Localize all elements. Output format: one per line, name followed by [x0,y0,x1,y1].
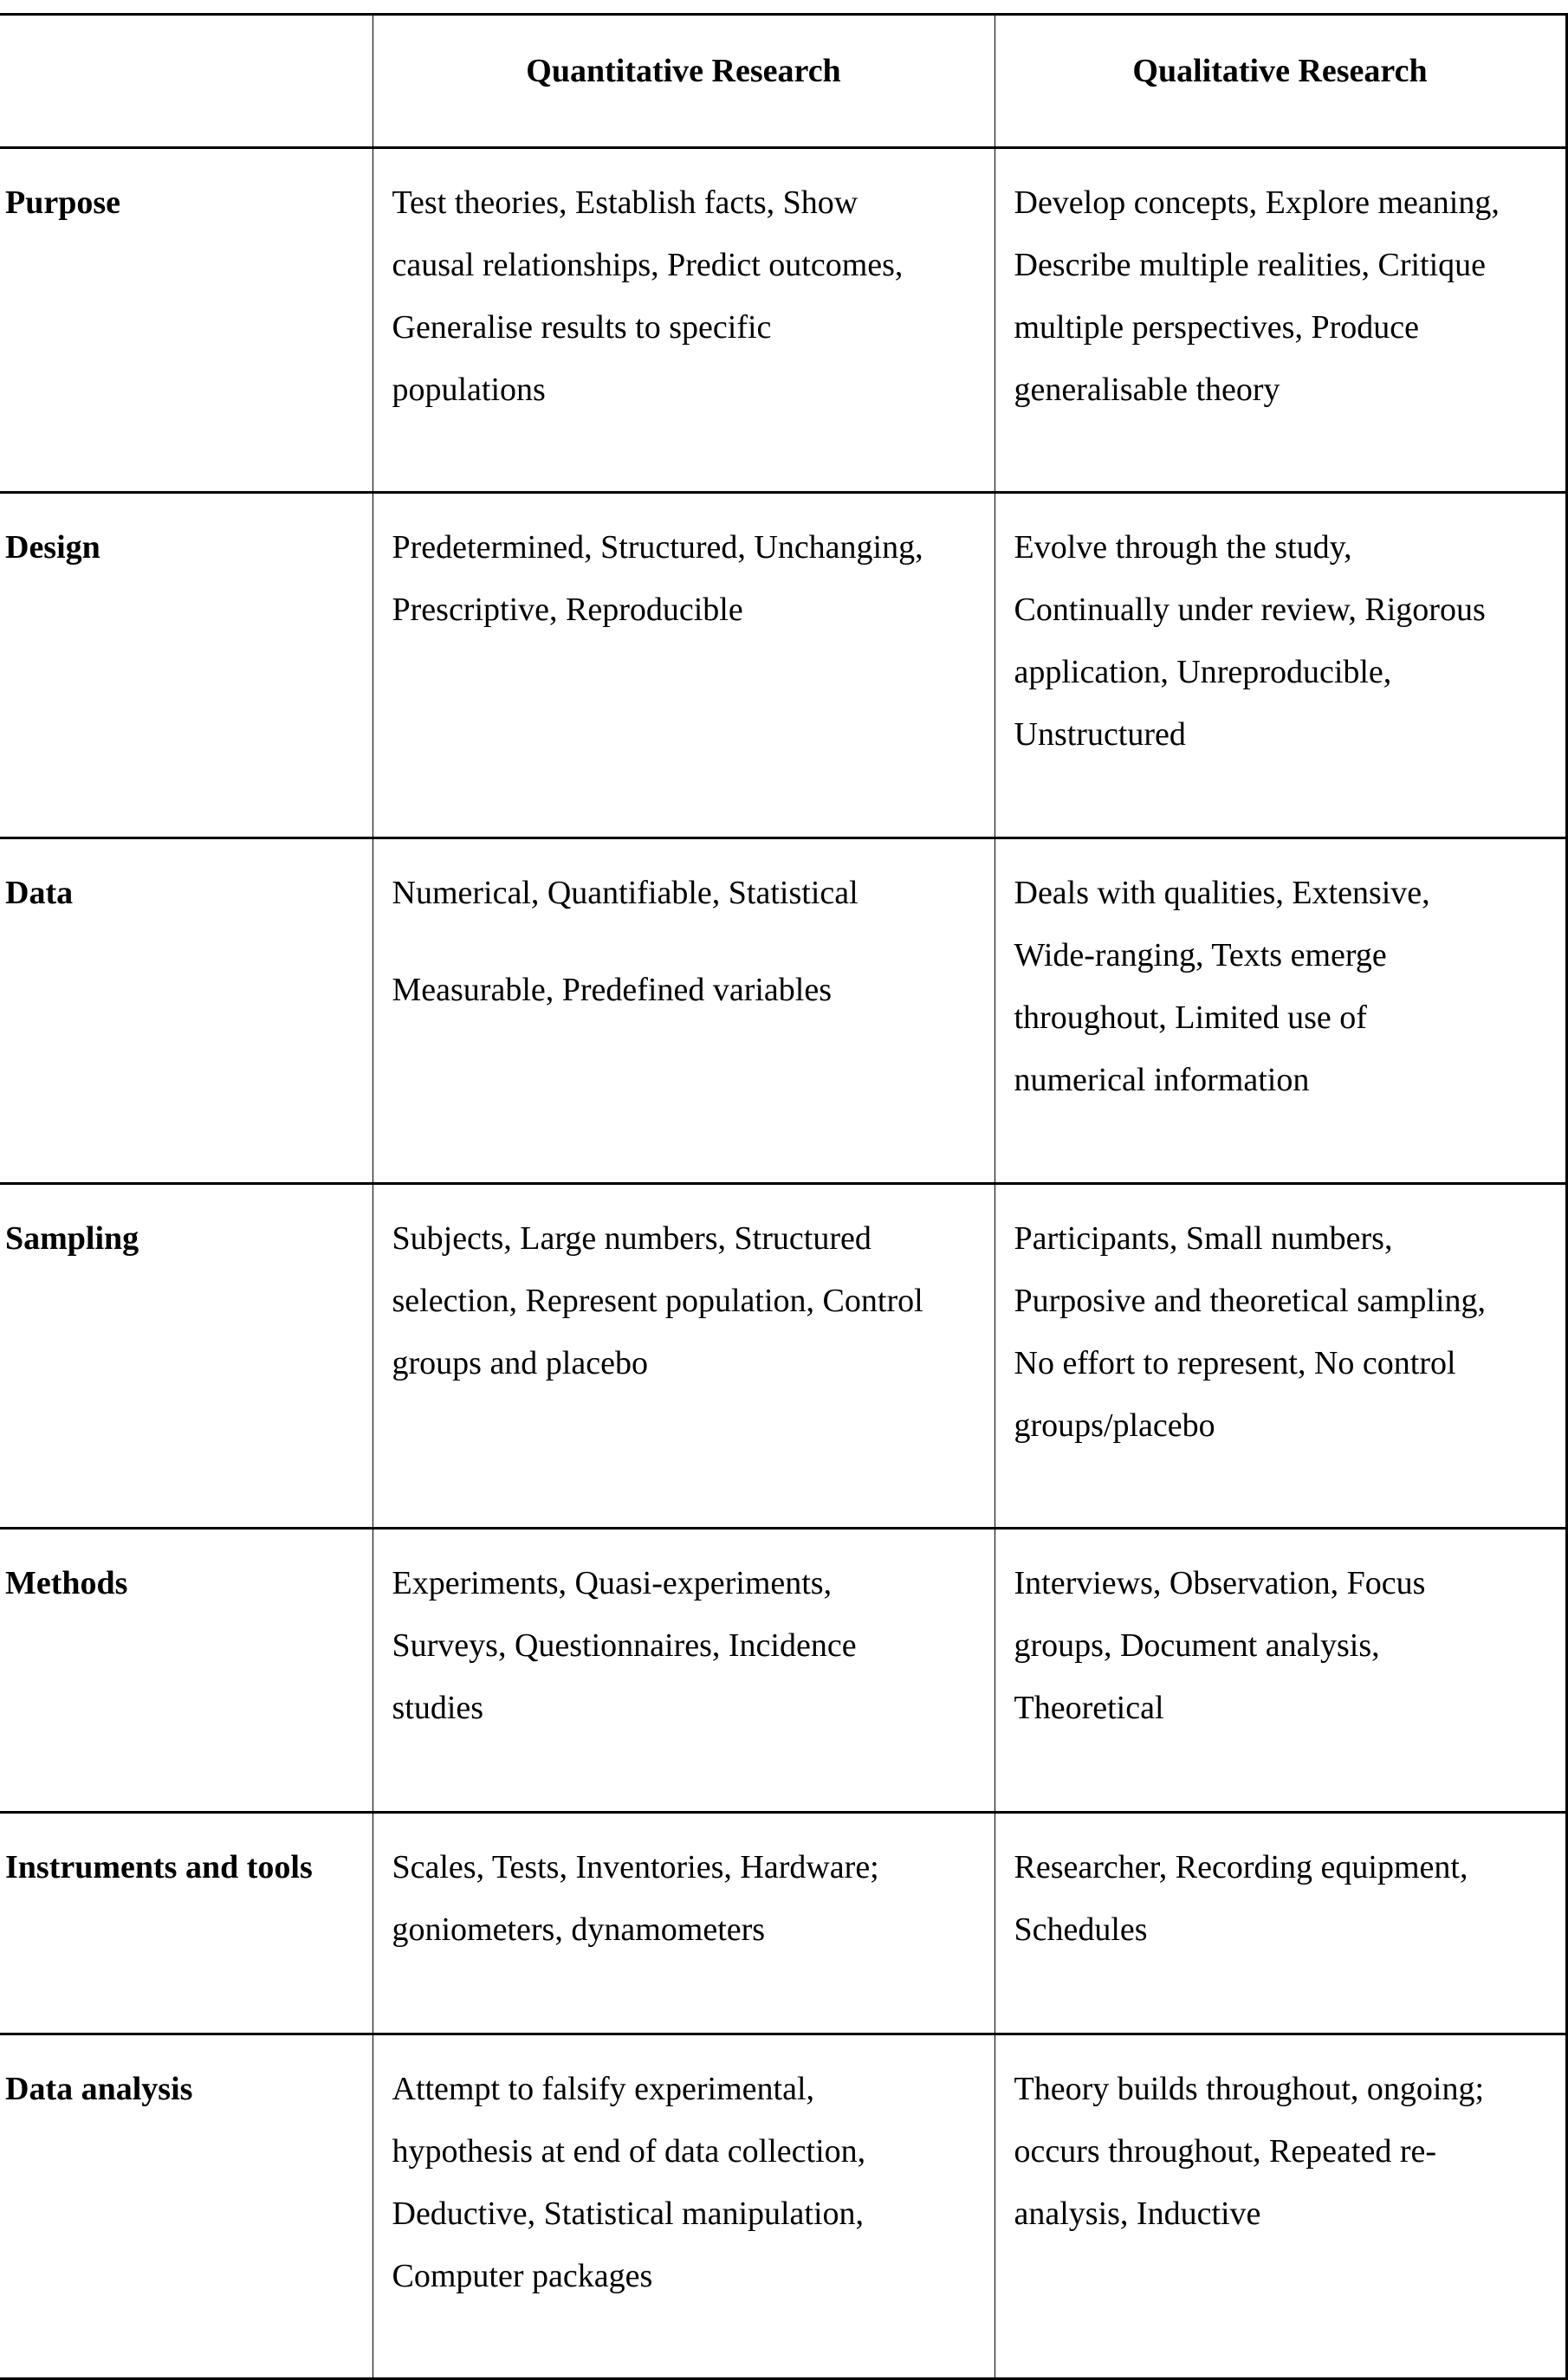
comparison-table [0,13,1568,2380]
cell-text-line: application, Unreproducible, [1014,654,1392,690]
quantitative-cell [373,2034,995,2379]
table-row [0,838,1566,1184]
cell-text-line: Wide-ranging, Texts emerge [1014,937,1387,973]
cell-text-line: Schedules [1014,1911,1148,1948]
cell-text-line: Researcher, Recording equipment, [1014,1849,1468,1885]
cell-text-line: Measurable, Predefined variables [392,972,833,1008]
row-label: Design [0,493,373,838]
cell-text-line: throughout, Limited use of [1014,999,1367,1036]
row-label: Data [0,838,373,1184]
quantitative-cell [373,148,995,493]
qualitative-cell [995,493,1566,838]
cell-text-line: goniometers, dynamometers [392,1911,766,1948]
cell-text-line: groups/placebo [1014,1407,1215,1444]
cell-text-line: Predetermined, Structured, Unchanging, [392,529,923,566]
header-row [0,15,1566,148]
table-row [0,1529,1566,1813]
table-row [0,1813,1566,2034]
table-row [0,1184,1566,1529]
cell-text-line: Computer packages [392,2258,653,2294]
cell-text-line: Theoretical [1014,1690,1164,1726]
row-label: Sampling [0,1184,373,1529]
cell-text-line: Participants, Small numbers, [1014,1220,1393,1257]
cell-text-line: Experiments, Quasi-experiments, [392,1565,833,1601]
table-row [0,493,1566,838]
quantitative-cell [373,493,995,838]
qualitative-cell [995,1529,1566,1813]
cell-text-line: Deductive, Statistical manipulation, [392,2196,865,2232]
cell-text-line: analysis, Inductive [1014,2196,1261,2232]
cell-text-line: Describe multiple realities, Critique [1014,247,1487,283]
quantitative-cell [373,838,995,1184]
cell-text-line: Scales, Tests, Inventories, Hardware; [392,1849,879,1885]
cell-text-line: Develop concepts, Explore meaning, [1014,184,1500,221]
cell-text-line: Unstructured [1014,716,1186,753]
cell-text-line: Surveys, Questionnaires, Incidence [392,1627,857,1664]
quantitative-cell [373,1184,995,1529]
cell-text-line: Evolve through the study, [1014,529,1352,566]
cell-text-line: selection, Represent population, Control [392,1283,923,1319]
cell-text-line: hypothesis at end of data collection, [392,2133,866,2170]
cell-text-line: Attempt to falsify experimental, [392,2071,815,2107]
cell-text-line: numerical information [1014,1062,1310,1098]
cell-text-line: Continually under review, Rigorous [1014,592,1486,628]
qualitative-cell [995,148,1566,493]
header-quantitative: Quantitative Research [373,15,995,148]
header-empty [0,15,373,148]
cell-text-line: Subjects, Large numbers, Structured [392,1220,871,1257]
cell-text-line: multiple perspectives, Produce [1014,309,1419,346]
cell-text-line: occurs throughout, Repeated re- [1014,2133,1436,2170]
cell-text-line: studies [392,1690,484,1726]
qualitative-cell [995,2034,1566,2379]
row-label: Methods [0,1529,373,1813]
cell-text-line: Deals with qualities, Extensive, [1014,875,1430,911]
cell-text-line: Numerical, Quantifiable, Statistical [392,875,859,911]
qualitative-cell [995,838,1566,1184]
quantitative-cell [373,1529,995,1813]
cell-text-line: causal relationships, Predict outcomes, [392,247,904,283]
qualitative-cell [995,1813,1566,2034]
cell-text-line: No effort to represent, No control [1014,1345,1456,1381]
cell-text-line: groups, Document analysis, [1014,1627,1380,1664]
cell-text-line: generalisable theory [1014,372,1280,408]
cell-text-line: populations [392,372,546,408]
row-label: Data analysis [0,2034,373,2379]
cell-text-line: Prescriptive, Reproducible [392,592,743,628]
row-label: Instruments and tools [0,1813,373,2034]
row-label: Purpose [0,148,373,493]
qualitative-cell [995,1184,1566,1529]
cell-text-line: Test theories, Establish facts, Show [392,184,859,221]
cell-text-line: Purposive and theoretical sampling, [1014,1283,1487,1319]
cell-text-line: Theory builds throughout, ongoing; [1014,2071,1485,2107]
table-row [0,148,1566,493]
cell-text-line: groups and placebo [392,1345,648,1381]
cell-text-line: Interviews, Observation, Focus [1014,1565,1426,1601]
table-row [0,2034,1566,2379]
header-qualitative: Qualitative Research [995,15,1566,148]
quantitative-cell [373,1813,995,2034]
cell-text-line: Generalise results to specific [392,309,772,346]
